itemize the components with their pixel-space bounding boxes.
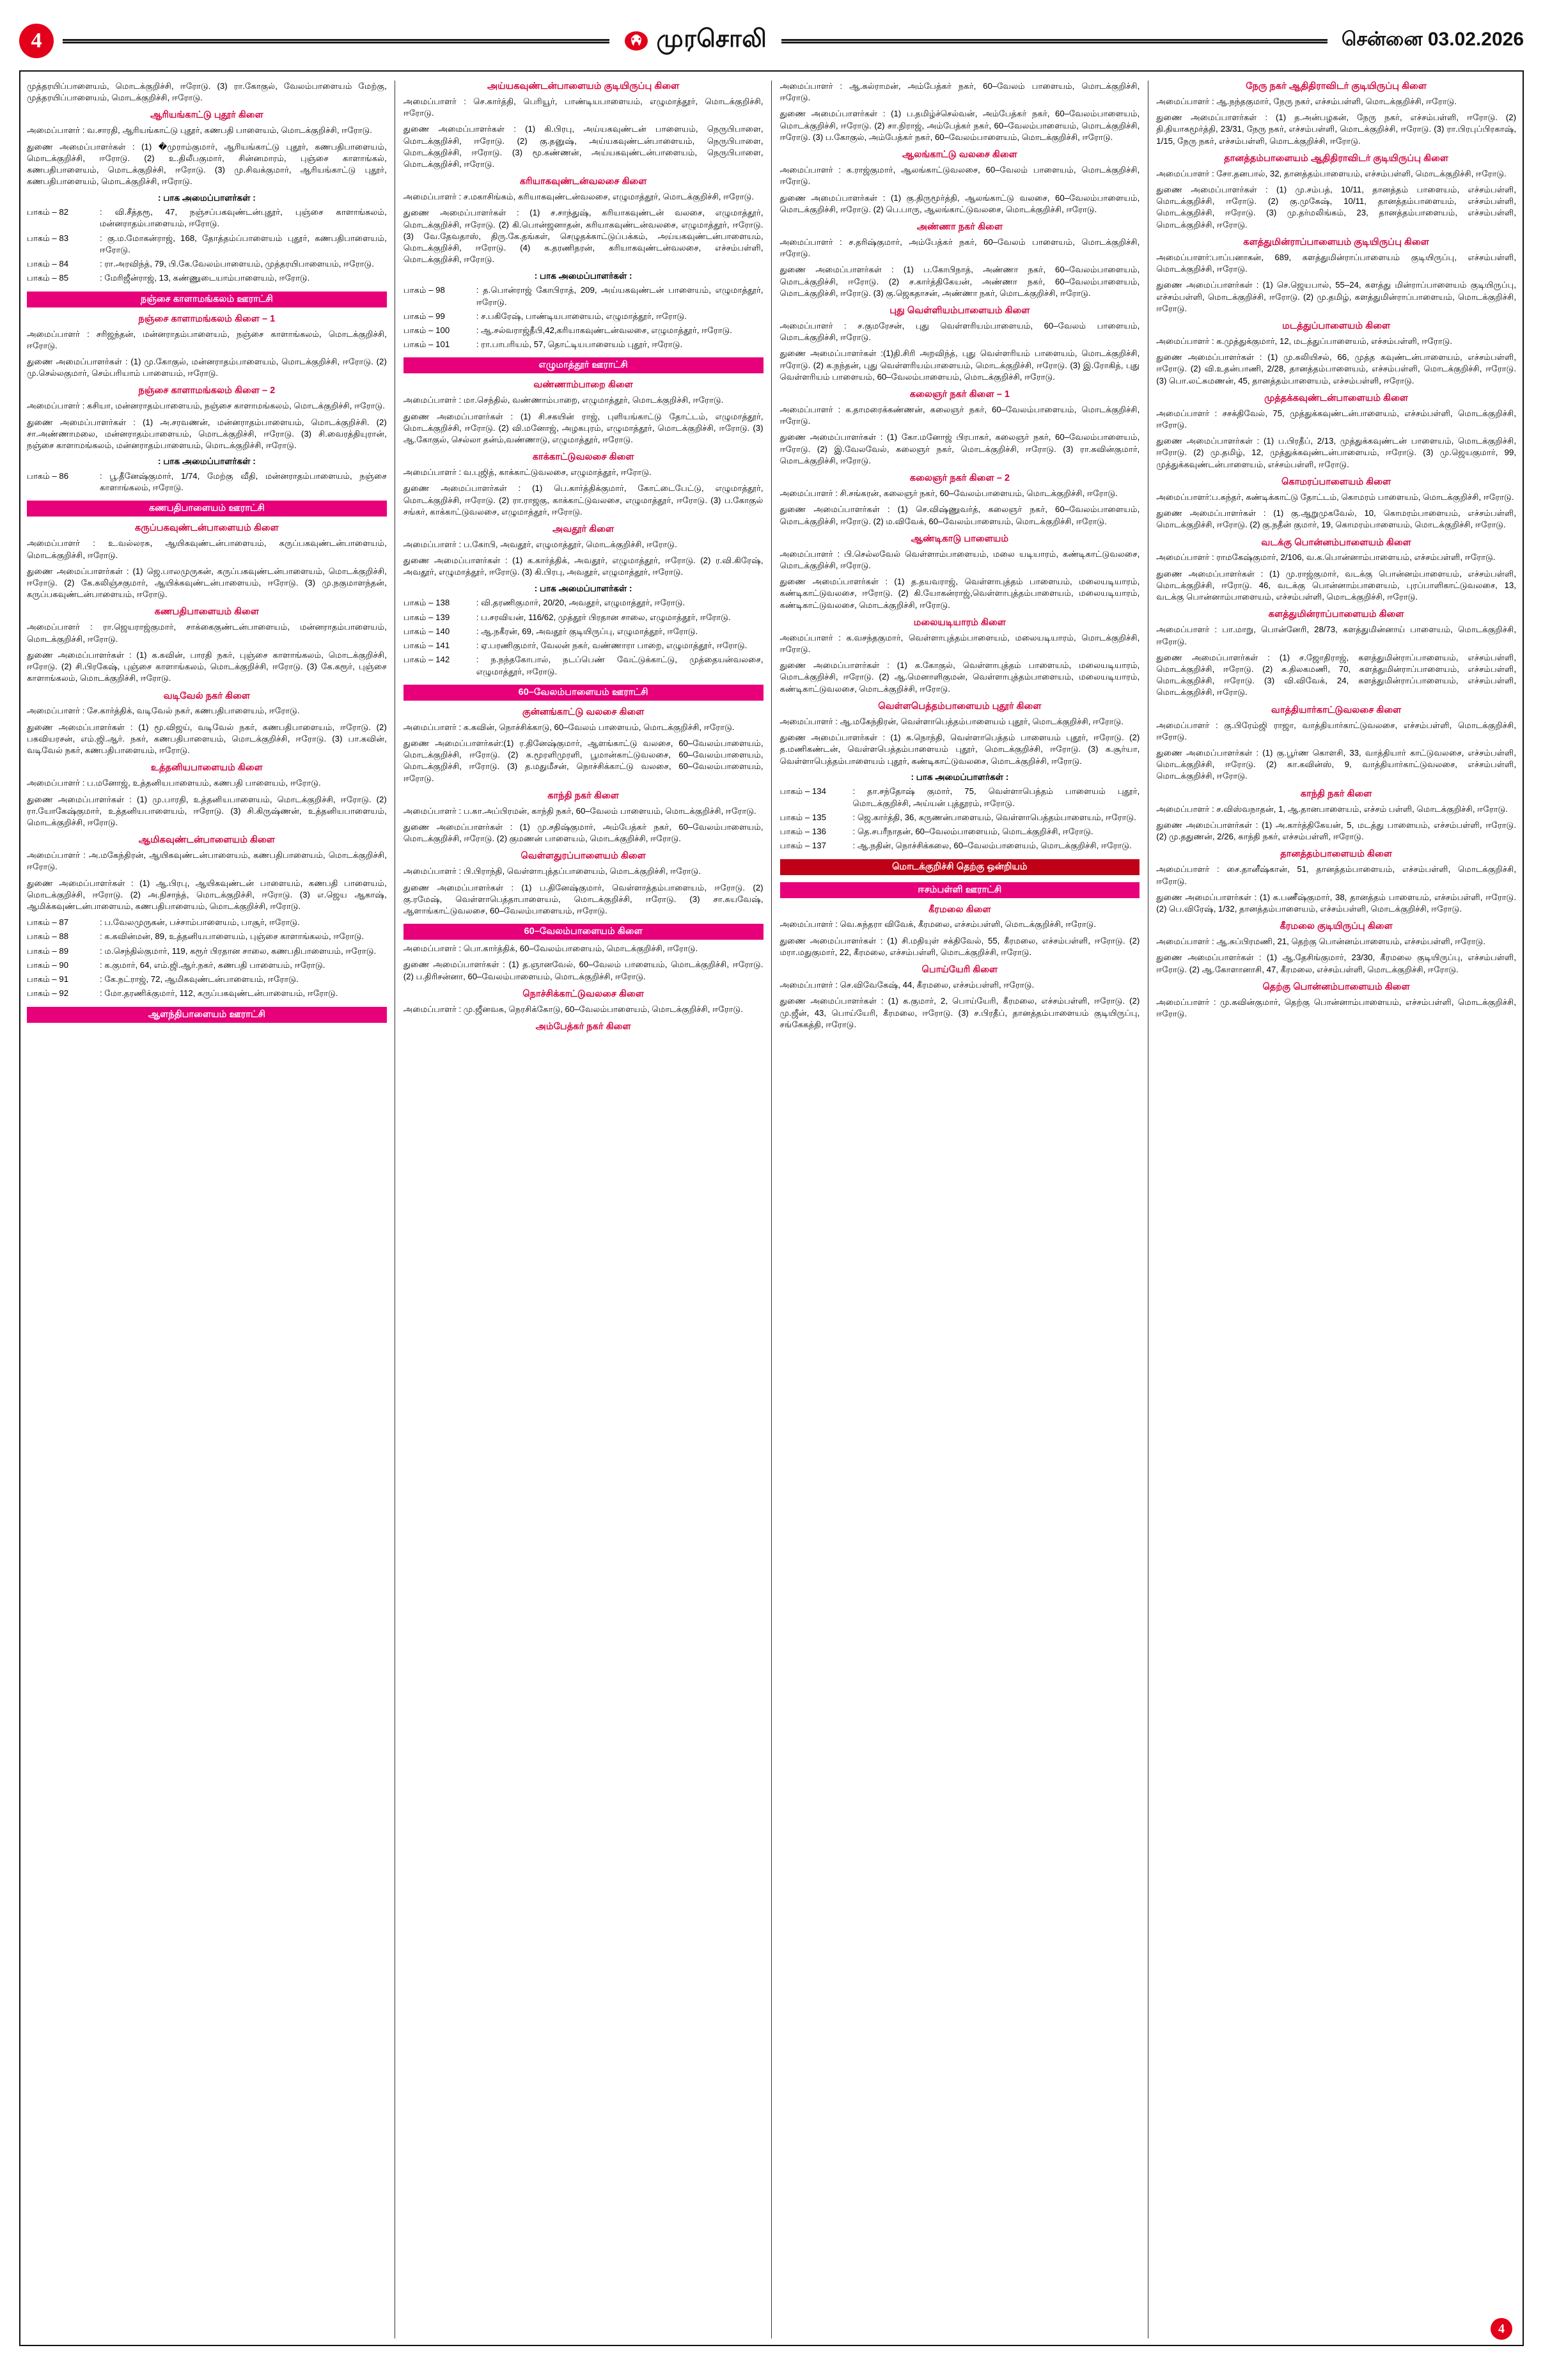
paragraph: அமைப்பாளர் : கு.பிரேம்ஜி ராஜா, வாத்தியார்காட்டுவலசை, எச்சம்பள்ளி, மொடக்குறிச்சி, ஈரோடு. [1156, 720, 1516, 742]
part-organiser-name: : க.கவின்மன், 89, உத்தனியபாளையம், புஞ்சை காளாங்கலம், ஈரோடு. [100, 931, 364, 942]
paragraph: துணை அமைப்பாளர்கள் : (1) க.கவின், பாரதி நகர், புஞ்சை காளாங்கலம், மொடக்குறிச்சி, ஈரோடு. (2) சி.பிரகேஷ், புஞ்சை காளாங்கலம், மொடக்குறிச்சி, ஈரோடு. (3) கே.கரூர், புஞ்சை காளாங்கலம், மொடக்குறிச்சி, ஈரோடு. [27, 649, 387, 683]
branch-heading: வண்ணாம்பாறை கிளை [533, 380, 633, 391]
part-organiser-row [27, 988, 387, 999]
branch-heading: தெற்கு பொன்னம்பாளையம் கிளை [1262, 981, 1410, 992]
part-number: பாகம் – 100 [403, 325, 450, 335]
part-organiser-name: : தெ.சபரீநாதன், 60–வேலம்பாளையம், மொடக்குறிச்சி, ஈரோடு. [852, 827, 1093, 837]
paragraph: துணை அமைப்பாளர்கள் : (1) சி.சகயின் ராஜ், புளியங்காட்டு தோட்டம், எழுமாத்தூர், மொடக்குறிச்சி, ஈரோடு. (2) வி.மனோஜ், அழகபுரம், எழுமாத்தூர், மொடக்குறிச்சி, ஈரோடு. (3) ஆ.கோகுல், செல்லா தன்ம்,வண்ணாடு, எழுமாத்தூர், ஈரோடு. [403, 411, 764, 444]
paragraph: துணை அமைப்பாளர்கள் : (1) அ.கார்த்திகேயன், 5, மடத்து பாளையம், எச்சம்பள்ளி, ஈரோடு. (2) மு.ததுணன், 2/26, காந்தி நகர், எச்சம்பள்ளி, ஈரோடு. [1156, 820, 1516, 842]
branch-heading: அவதூர் கிளை [552, 524, 615, 535]
paragraph: அமைப்பாளர் : கசியா, மன்னராதம்பாளையம், நஞ்சை காளாமங்கலம், மொடக்குறிச்சி, ஈரோடு. [27, 401, 385, 411]
paragraph: அமைப்பாளர் : அ.மகேந்திரன், ஆயிகவுண்டன்பாளையம், கணபதிபாளையம், மொடக்குறிச்சி, ஈரோடு. [27, 850, 387, 872]
article-columns [27, 81, 1516, 2338]
paragraph: அமைப்பாளர் : க.தாமரைக்கண்ணன், கலைஞர் நகர், 60–வேலம்பாளையம், மொடக்குறிச்சி, ஈரோடு. [779, 405, 1140, 426]
section-subheading: : பாக அமைப்பாளர்கள் : [911, 772, 1009, 782]
paragraph: அமைப்பாளர் : சரிஜந்தன், மன்னராதம்பாளையம், நஞ்சை காளாங்கலம், மொடக்குறிச்சி, ஈரோடு. [27, 329, 387, 350]
part-organiser-row [780, 786, 1140, 809]
panchayat-heading: 60–வேலம்பாளையம் ஊராட்சி [403, 685, 764, 701]
paragraph: அமைப்பாளர் : சி.சங்கரன், கலைஞர் நகர், 60–வேலம்பாளையம், மொடக்குறிச்சி, ஈரோடு. [779, 488, 1118, 499]
paragraph: அமைப்பாளர் : ராமகேஷ்குமார், 2/106, வ.க.பொன்னாம்பாளையம், எச்சம்பள்ளி, ஈரோடு. [1156, 552, 1496, 563]
branch-heading: நஞ்சை காளாமங்கலம் கிளை – 1 [138, 313, 276, 324]
paragraph: அமைப்பாளர் : ஆ.நந்தகுமார், நேரு நகர், எச்சம்பள்ளி, மொடக்குறிச்சி, ஈரோடு. [1156, 96, 1457, 106]
part-organiser-name: : வி.தரணிகுமார், 20/20, அவதூர், எழுமாத்தூர், ஈரோடு. [476, 598, 685, 608]
paragraph: அமைப்பாளர் : மு.ஜீனவசு, நெரசிக்கோடு, 60–வேலம்பாளையம், மொடக்குறிச்சி, ஈரோடு. [403, 1004, 743, 1014]
part-organiser-row [27, 974, 387, 985]
branch-heading: காந்தி நகர் கிளை [1300, 788, 1372, 799]
paragraph: அமைப்பாளர் : பி.பிராந்தி, வெள்ளாபுத்தப்பாளையம், மொடக்குறிச்சி, ஈரோடு. [403, 866, 701, 876]
branch-heading: பொய்யேரி கிளை [921, 965, 998, 976]
part-organiser-row [403, 626, 764, 637]
part-organiser-row [780, 826, 1140, 837]
branch-heading: ஆமிகவுண்டன்பாளையம் கிளை [138, 835, 275, 846]
section-subheading: : பாக அமைப்பாளர்கள் : [157, 192, 256, 203]
part-number: பாகம் – 138 [403, 598, 450, 608]
part-organiser-name: : கே.நட்ராஜ், 72, ஆமிகவுண்டன்பாளையம், ஈரோடு. [100, 974, 299, 984]
paragraph: அமைப்பாளர் : ஆ.கல்ராமன், அம்பேத்கர் நகர், 60–வேலம் பாளையம், மொடக்குறிச்சி, ஈரோடு. [779, 81, 1140, 103]
paragraph: அமைப்பாளர் : செ.கார்த்தி, பெரியூர், பாண்டியபாளையம், எழுமாத்தூர், மொடக்குறிச்சி, ஈரோடு. [403, 96, 764, 118]
paragraph: துணை அமைப்பாளர்கள் : (1) மு.பாரதி, உத்தனியபாளையம், மொடக்குறிச்சி, ஈரோடு. (2) ரா.யோகேஷ்குமார், உத்தனியபாளையம், ஈரோடு. (3) சி.கிருஷ்ணன், உத்தனியபாளையம், மொடக்குறிச்சி, ஈரோடு. [27, 794, 387, 827]
part-number: பாகம் – 98 [403, 285, 445, 295]
panchayat-heading: நஞ்சை காளாமங்கலம் ஊராட்சி [27, 292, 387, 307]
branch-heading: நஞ்சை காளாமங்கலம் கிளை – 2 [138, 385, 276, 396]
part-organiser-name: : ஏ.பரணிகுமார், வேலன் நகர், வண்ணாரா பாறை, எழுமாத்தூர், ஈரோடு. [476, 641, 748, 651]
masthead-rule-right [781, 39, 1328, 43]
paragraph: துணை அமைப்பாளர்கள் : (1) மூ.விஜய், வடிவேல் நகர், கணபதிபாளையம், ஈரோடு. (2) பகவியரசன், எம்.ஜி.ஆர். நகர், கணபதிபாளையம், மொடக்குறிச்சி, ஈரோடு. (3) பா.கவின், வடிவேல் நகர், கணபதிபாளையம், ஈரோடு. [27, 722, 387, 756]
branch-heading: வெள்ளபெத்தம்பாளையம் புதூர் கிளை [878, 701, 1042, 712]
part-organiser-row [403, 284, 764, 307]
paragraph: அமைப்பாளர் : சே.கார்த்திக், வடிவேல் நகர், கணபதிபாளையம், ஈரோடு. [27, 706, 300, 716]
paragraph: துணை அமைப்பாளர்கள் : (1) ஜெ.பாலமுருகன், கருப்பகவுண்டன்பாளையம், மொடக்குறிச்சி, ஈரோடு. (2) கே.கலிஞ்சகுமார், ஆயிக்கவுண்டன்பாளையம், ஈரோடு. (3) மு.நகுமாளந்தன், கருப்பகவுண்டன்பாளையம், ஈரோடு. [27, 566, 387, 600]
part-organiser-name: : ஆ.சல்வராஜ்தீபி,42,கரியாகவுண்டன்வலசை, எழுமாத்தூர், ஈரோடு. [476, 325, 732, 335]
paragraph: அமைப்பாளர் : ச.விஸ்வநாதன், 1, ஆ.தானபாளையம், எச்சம் பள்ளி, மொடக்குறிச்சி, ஈரோடு. [1156, 804, 1508, 814]
paragraph: அமைப்பாளர் : ஆ.மகேந்திரன், வெள்ளாபெத்தம்பாளையம் புதூர், மொடக்குறிச்சி, ஈரோடு. [779, 716, 1124, 726]
paragraph: துணை அமைப்பாளர்கள் : (1) பெ.கார்த்திக்குமார், கோட்டைபேட்டு, எழுமாத்தூர், மொடக்குறிச்சி, ஈரோடு. (2) ரா.ராஜகு, காக்காட்டுவலசை, எழுமாத்தூர், ஈரோடு. (3) ப.கோகுல் சங்கர், காக்காட்டுவலசை, எழுமாத்தூர், ஈரோடு. [403, 483, 764, 517]
paragraph: அமைப்பாளர் : சசக்திவேல், 75, முத்துக்கவுண்டன்பாளையம், எச்சம்பள்ளி, மொடக்குறிச்சி, ஈரோடு. [1156, 408, 1516, 430]
part-number: பாகம் – 140 [403, 626, 450, 636]
paragraph: அமைப்பாளர் : வ.சாரதி, ஆரியங்காட்டு புதூர், கணபதி பாளையம், மொடக்குறிச்சி, ஈரோடு. [27, 125, 372, 136]
paragraph: அமைப்பாளர் : பி.செல்லவேல் வெள்ளாம்பாளையம், மலை யடியாரம், கண்டிகாட்டுவலசை, மொடக்குறிச்சி, ஈரோடு. [779, 548, 1140, 570]
part-organiser-name: : வி.சீத்தரூ, 47, நஞ்சப்பகவுண்டன்புதூர், புஞ்சை காளாங்கலம், மன்னராதம்பாளையம், ஈரோடு. [100, 207, 387, 229]
part-organiser-name: : ந.நந்தகோபால், நடப்பெண் வேட்டுக்காட்டு, முத்தையன்வலசை, எழுமாத்தூர், ஈரோடு. [476, 655, 764, 676]
part-organiser-row [403, 325, 764, 336]
branch-heading: உத்தனியபாளையம் கிளை [150, 763, 263, 774]
part-number: பாகம் – 87 [27, 917, 69, 928]
part-organiser-row [27, 272, 387, 284]
branch-heading: களத்துமின்ராப்பாளையம் கிளை [1268, 609, 1404, 620]
paragraph: துணை அமைப்பாளர்கள் : (1) ப.தமிழ்ச்செல்வன், அம்பேத்கர் நகர், 60–வேலம்பாளையம், மொடக்குறிச்சி, ஈரோடு. (2) சா.நிராஜ், அம்பேத்கர் நகர், 60–வேலம்பாளையம், மொடக்குறிச்சி, ஈரோடு. (3) ப.கோகுல், அம்பேத்கர் நகர், 60–வேலம்பாளையம், மொடக்குறிச்சி, ஈரோடு. [779, 109, 1140, 142]
branch-heading: கீரமலை குடியிருப்பு கிளை [1280, 921, 1393, 932]
branch-heading: வடக்கு பொன்னம்பாளையம் கிளை [1261, 537, 1411, 548]
branch-heading: கணபதிபாளையம் கிளை [154, 607, 260, 618]
section-subheading: : பாக அமைப்பாளர்கள் : [534, 270, 632, 281]
part-number: பாகம் – 82 [27, 207, 69, 217]
part-number: பாகம் – 139 [403, 612, 450, 622]
edition-date: சென்னை 03.02.2026 [1342, 29, 1524, 50]
paragraph: துணை அமைப்பாளர்கள் :(1)தி.சிரி அறவிந்த், புது வெள்ளரியம் பாளையம், மொடக்குறிச்சி, ஈரோடு. (2) க.நந்தன், புது வெள்ளரியம்பாளையம், மொடக்குறிச்சி, ஈரோடு. (3) இ.ரோகித், புது வெள்ளரியம் பாளையம், 60–வேலம்பாளையம், மொடக்குறிச்சி, ஈரோடு. [779, 348, 1140, 382]
part-organiser-name: : த.பொன்ராஜ் கோபிராத், 209, அய்யகவுண்டன் பாளையம், எழுமாத்தூர், ஈரோடு. [476, 285, 764, 307]
paragraph: துணை அமைப்பாளர்கள் : (1) கு.பூர்ண கொளசி, 33, வாத்தியார் காட்டுவலசை, எச்சம்பள்ளி, மொடக்குறிச்சி, ஈரோடு. (2) கா.கவின்ஸ், 9, வாத்தியார்காட்டுவலசை, எச்சம்பள்ளி, மொடக்குறிச்சி, ஈரோடு. [1156, 748, 1516, 781]
paragraph: அமைப்பாளர் : சை.தானீஷ்கான், 51, தானத்தம்பாளையம், எச்சம்பள்ளி, மொடக்குறிச்சி, ஈரோடு. [1156, 864, 1516, 886]
paragraph: துணை அமைப்பாளர்கள் : (1) த.அன்பழகன், நேரு நகர், எச்சம்பள்ளி, ஈரோடு. (2) தி.தியாகமூர்த்தி, 23/31, நேரு நகர், எச்சம்பள்ளி, மொடக்குறிச்சி, ஈரோடு. (3) ரா.பிரபுப்பிரகாஷ், 1/15, நேரு நகர், எச்சம்பள்ளி, மொடக்குறிச்சி, ஈரோடு. [1156, 113, 1516, 146]
branch-heading: காந்தி நகர் கிளை [547, 790, 619, 801]
branch-heading: தானத்தம்பாளையம் கிளை [1280, 849, 1392, 860]
branch-heading: கரியாகவுண்டன்வலசை கிளை [519, 176, 647, 187]
paragraph: அமைப்பாளர் : மா.செந்தில், வண்ணாம்பாறை, எழுமாத்தூர், மொடக்குறிச்சி, ஈரோடு. [403, 395, 724, 405]
part-number: பாகம் – 136 [779, 827, 826, 837]
paragraph: முத்தரயிப்பாளையம், மொடக்குறிச்சி, ஈரோடு. (3) ரா.கோகுல், வேலம்பாளையம் மேற்கு, முத்தரயிப்பாளையம், மொடக்குறிச்சி, ஈரோடு. [27, 81, 387, 103]
footer-page-number: 4 [1491, 2318, 1512, 2340]
paragraph: துணை அமைப்பாளர்கள் : (1) த.தயவராஜ், வெள்ளாபுத்தம் பாளையம், மலையடியாரம், கண்டிகாட்டுவலசை, ஈரோடு. (2) கி.யோகன்ராஜ்,வெள்ளாபுத்தம்பாளையம், மலையடியாரம், கண்டிகாட்டுவலசை, மொடக்குறிச்சி, ஈரோடு. [779, 577, 1140, 610]
part-organiser-row [403, 311, 764, 322]
paragraph: அமைப்பாளர் : ரா.ஜெயராஜ்குமார், சாக்கைகுண்டன்பாளையம், மன்னராதம்பாளையம், மொடக்குறிச்சி, ஈரோடு. [27, 622, 387, 644]
paragraph: அமைப்பாளர் : பா.மாறு, பொன்னேரி, 28/73, களத்துமின்னாய் பாளையம், மொடக்குறிச்சி, ஈரோடு. [1156, 625, 1516, 646]
part-organiser-row [403, 654, 764, 677]
part-organiser-row [27, 917, 387, 928]
branch-heading: தானத்தம்பாளையம் ஆதிதிராவிடர் குடியிருப்பு கிளை [1224, 153, 1449, 164]
paragraph: துணை அமைப்பாளர்கள் : (1) செ.ஜெயபால், 55–24, களத்து மின்ராப்பாளையம் குடியிருப்பு, எச்சம்பள்ளி, மொடக்குறிச்சி, ஈரோடு. (2) மு.தமிழ், களத்துமின்ராப்பாளையம், மொடக்குறிச்சி, ஈரோடு. [1156, 280, 1516, 313]
part-organiser-name: : மோ.தரணிக்குமார், 112, கருப்பகவுண்டன்பாளையம், ஈரோடு. [100, 988, 338, 999]
branch-heading: அம்பேத்கர் நகர் கிளை [535, 1022, 631, 1032]
paragraph: துணை அமைப்பாளர்கள் : (1) கோ.மனோஜ் பிரபாகர், கலைஞர் நகர், 60–வேலம்பாளையம், ஈரோடு. (2) இ.வேலவேல், கலைஞர் நகர், மொடக்குறிச்சி, ஈரோடு. (3) ரா.கவின்குமார், மொடக்குறிச்சி, ஈரோடு. [779, 432, 1140, 465]
branch-heading: புது வெள்ளியம்பாளையம் கிளை [889, 306, 1030, 316]
panchayat-heading: கணபதிபாளையம் ஊராட்சி [27, 501, 387, 517]
part-number: பாகம் – 86 [27, 471, 69, 481]
page-number-badge: 4 [19, 24, 54, 58]
part-organiser-name: : ரா.பாபரியம், 57, தொட்டியபாளையம் புதூர், ஈரோடு. [476, 339, 683, 350]
paragraph: துணை அமைப்பாளர்கள் : (1) செ.விஷ்ணுவர்த், கலைஞர் நகர், 60–வேலம்பாளையம், மொடக்குறிச்சி, ஈரோடு. (2) ம.விவேக், 60–வேலம்பாளையம், மொடக்குறிச்சி, ஈரோடு. [779, 504, 1140, 526]
paragraph: அமைப்பாளர் : ஆ.சுப்பிரமணி, 21, தெற்கு பொன்னம்பாளையம், எச்சம்பள்ளி, ஈரோடு. [1156, 937, 1485, 947]
paragraph: அமைப்பாளர் : ப.மனோஜ், உத்தனியபாளையம், கணபதி பாளையம், ஈரோடு. [27, 778, 321, 788]
elephant-emblem-icon [623, 30, 649, 52]
part-organiser-name: : ச.பகிரேஷ், பாண்டியபாளையம், எழுமாத்தூர், ஈரோடு. [476, 311, 687, 321]
paragraph: துணை அமைப்பாளர்கள் : (1) ஆ.பிரபு, ஆயிகவுண்டன் பாளையம், கணபதி பாளையம், மொடக்குறிச்சி, ஈரோடு. (2) அ.நிசாந்த், மொடக்குறிச்சி, ஈரோடு. (3) எ.ஜெய ஆகாஷ், ஆமிக்கவுண்டன்பாளையம், கணபதிபாளையம், மொடக்குறிச்சி, ஈரோடு. [27, 878, 387, 912]
paragraph: துணை அமைப்பாளர்கள் : (1) மு.ராஜ்குமார், வடக்கு பொன்னம்பாளையம், எச்சம்பள்ளி, மொடக்குறிச்சி, ஈரோடு. 46, வடக்கு பொன்னாம்பாளையம், புரப்பாளிகாட்டுவலசை, 13, வடக்கு பொன்னாம்பாளையம், எச்சம்பள்ளி, மொடக்குறிச்சி, ஈரோடு. [1156, 568, 1516, 602]
part-organiser-name: : ஆ.நகீரன், 69, அவதூர் குடியிருப்பு, எழுமாத்தூர், ஈரோடு. [476, 626, 698, 636]
part-number: பாகம் – 141 [403, 641, 450, 651]
paragraph: துணை அமைப்பாளர்கள் : (1) ப.தினேஷ்குமார், வெள்ளாத்தம்பாளையம், ஈரோடு. (2) கு.ரமேஷ், வெள்ளாபெத்தாபாளையம், மொடக்குறிச்சி, ஈரோடு. (3) சா.கயவேஷ், ஆளாங்காட்டுவலசை, 60–வேலம்பாளையம், ஈரோடு. [403, 882, 764, 916]
paragraph: அமைப்பாளர்:ப.சுந்தர், கண்டிக்காட்டு தோட்டம், கொமரம் பாளையம், மொடக்குறிச்சி, ஈரோடு. [1156, 492, 1514, 502]
branch-heading: காக்காட்டுவலசை கிளை [532, 452, 634, 463]
masthead-rule-left [63, 39, 609, 43]
branch-heading: குன்னங்காட்டு வலசை கிளை [522, 706, 645, 717]
branch-heading: நொச்சிக்காட்டுவலசை கிளை [522, 988, 644, 999]
section-subheading: : பாக அமைப்பாளர்கள் : [534, 583, 632, 593]
part-organiser-row [780, 812, 1140, 823]
paragraph: துணை அமைப்பாளர்கள் : (1) �முராம்குமார், ஆரியங்காட்டு புதூர், கணபதிபாளையம், மொடக்குறிச்சி, ஈரோடு. (2) உ.திலீபகுமார், சின்னமாரம், புஞ்சை காளாங்கல், கணபதிபாளையம், மொடக்குறிச்சி, ஈரோடு. (3) மு.சிவக்குமார், ஆரியங்காட்டு புதூர், கணபதிபாளையம், மொடக்குறிச்சி, ஈரோடு. [27, 141, 387, 187]
part-number: பாகம் – 84 [27, 259, 69, 269]
paragraph: துணை அமைப்பாளர்கள் : (1) அ.சரவணன், மன்னராதம்பாளையம், மொடக்குறிச்சி. (2) சா.அண்ணாமலை, மன்னராதம்பாளையம், மொடக்குறிச்சி, ஈரோடு. (3) சி.வைரத்தியுரான், நஞ்சை காளாமங்கலம், மன்னராதம்பாளையம், மொடக்குறிச்சி, ஈரோடு. [27, 417, 387, 450]
part-organiser-row [27, 206, 387, 229]
part-organiser-name: : ம.செந்தில்குமார், 119, கரூர் பிரதான சாலை, கணபதிபாளையம், ஈரோடு. [100, 945, 377, 956]
part-organiser-name: : ரா.அரவிந்த், 79, பி.கே.வேலம்பாளையம், முத்தரயிபாளையம், ஈரோடு. [100, 259, 374, 269]
part-organiser-name: : பூ.தீனேஷ்குமார், 1/74, மேற்கு வீதி, மன்னராதம்பாளையம், நஞ்சை காளாங்கலம், ஈரோடு. [100, 471, 387, 493]
content-frame [19, 70, 1524, 2346]
paragraph: அமைப்பாளர் : செ.விவேகேஷ், 44, கீரமலை, எச்சம்பள்ளி, ஈரோடு. [779, 980, 1035, 990]
branch-heading: ஆண்டிகாடு பாளையம் [911, 533, 1009, 544]
part-organiser-name: : தா.சந்தோஷ் குமார், 75, வெள்ளாபெத்தம் பாளையம் புதூர், மொடக்குறிச்சி, அய்யன் புத்தூரம், ஈரோடு. [852, 786, 1140, 808]
paragraph: துணை அமைப்பாளர்கள் : (1) க.குமார், 2, பொய்யேரி, கீரமலை, எச்சம்பள்ளி, ஈரோடு. (2) மு.ஜீன், 43, பொய்யேரி, கீரமலை, ஈரோடு. (3) ச.பிரதீப், தானத்தம்பாளையம் குடியிருப்பு, சங்கேகத்தி, ஈரோடு. [779, 996, 1140, 1029]
part-organiser-row [27, 258, 387, 270]
branch-heading: நேரு நகர் ஆதிதிராவிடர் குடியிருப்பு கிளை [1246, 81, 1427, 91]
paragraph: அமைப்பாளர் : ச.மகாசிங்கம், கரியாகவுண்டன்வலசை, எழுமாத்தூர், மொடக்குறிச்சி, ஈரோடு. [403, 192, 754, 202]
paragraph: அமைப்பாளர் : உ.வல்லரசு, ஆயிகவுண்டன்பாளையம், கருப்பகவுண்டன்பாளையம், மொடக்குறிச்சி, ஈரோடு. [27, 538, 387, 560]
part-organiser-row [403, 612, 764, 623]
paragraph: அமைப்பாளர் : க.ராஜ்குமார், ஆலங்காட்டுவலசை, 60–வேலம் பாளையம், மொடக்குறிச்சி, ஈரோடு. [779, 165, 1140, 187]
panchayat-heading: 60–வேலம்பாளையம் கிளை [403, 924, 764, 940]
part-number: பாகம் – 89 [27, 945, 69, 956]
part-number: பாகம் – 137 [779, 841, 826, 851]
paragraph: துணை அமைப்பாளர்கள் : (1) க.பணீஷ்குமார், 38, தானத்தம் பாளையம், எச்சம்பள்ளி, ஈரோடு. (2) பெ.விரேஷ், 1/32, தானத்தம்பாளையம், எச்சம்பள்ளி, மொடக்குறிச்சி, ஈரோடு. [1156, 892, 1516, 914]
paragraph: அமைப்பாளர் : சோ.தனபால், 32, தானத்தம்பாளையம், எச்சம்பள்ளி, மொடக்குறிச்சி, ஈரோடு. [1156, 168, 1507, 178]
paragraph: துணை அமைப்பாளர்கள் : (1) மு.சம்பத், 10/11, தானத்தம் பாளையம், எச்சம்பள்ளி, மொடக்குறிச்சி, ஈரோடு. (2) கு.முகேஷ், 10/11, தானத்தம்பாளையம், எச்சம்பள்ளி, மொடக்குறிச்சி, ஈரோடு. (3) மு.தர்மலிங்கம், 23, தானத்தம்பாளையம், எச்சம்பள்ளி, மொடக்குறிச்சி, ஈரோடு. [1156, 185, 1516, 229]
part-organiser-name: : க.குமார், 64, எம்.ஜி.ஆர்.நகர், கணபதி பாளையம், ஈரோடு. [100, 960, 325, 970]
paragraph: துணை அமைப்பாளர்கள் : (1) கு.ஆறுமுகவேல், 10, கொமரம்பாளையம், எச்சம்பள்ளி, மொடக்குறிச்சி, ஈரோடு. (2) கு.நதீன் குமார், 19, கொமரம்பாளையம், மொடக்குறிச்சி, ஈரோடு. [1156, 508, 1516, 530]
branch-heading: வாத்தியார்காட்டுவலசை கிளை [1271, 704, 1402, 715]
part-organiser-row [27, 960, 387, 971]
part-number: பாகம் – 91 [27, 974, 69, 984]
part-organiser-row [403, 597, 764, 609]
part-number: பாகம் – 101 [403, 339, 450, 350]
part-number: பாகம் – 142 [403, 655, 450, 665]
part-organiser-name: : மேரிஜீன்ராஜ், 13, கண்ணுடையாம்பாளையம், ஈரோடு. [100, 273, 310, 283]
paragraph: அமைப்பாளர் : க.முத்துக்குமார், 12, மடத்துப்பாளையம், எச்சம்பள்ளி, ஈரோடு. [1156, 336, 1453, 346]
part-number: பாகம் – 90 [27, 960, 69, 970]
branch-heading: வடிவேல் நகர் கிளை [163, 690, 251, 701]
part-number: பாகம் – 134 [779, 786, 826, 797]
paragraph: அமைப்பாளர் : ச.குமரேசன், புது வெள்ளரியம்பாளையம், 60–வேலம் பாளையம், மொடக்குறிச்சி, ஈரோடு. [779, 320, 1140, 343]
part-organiser-row [27, 471, 387, 494]
part-organiser-name: : ஜெ.கார்த்தி, 36, கருணன்பாளையம், வெள்ளாபெத்தம்பாளையம், ஈரோடு. [852, 812, 1136, 822]
branch-heading: அண்ணா நகர் கிளை [916, 221, 1003, 232]
part-organiser-row [27, 233, 387, 256]
part-organiser-name: : ஆ.நதின், நொச்சிக்கலை, 60–வேலம்பாளையம், மொடக்குறிச்சி, ஈரோடு. [852, 841, 1132, 851]
paper-name: முரசொலி [656, 26, 767, 52]
paragraph: அமைப்பாளர் : ச.தரிஷ்குமார், அம்பேத்கர் நகர், 60–வேலம் பாளையம், மொடக்குறிச்சி, ஈரோடு. [779, 237, 1140, 259]
part-organiser-row [403, 339, 764, 350]
paragraph: துணை அமைப்பாளர்கள் : (1) க.கோகுல், வெள்ளாபுத்தம் பாளையம், மலையடியாரம், மொடக்குறிச்சி, ஈரோடு. (2) ஆ.மெனாளிகுமன், வெள்ளாபுத்தம்பாளையம், மலையடியாரம், கண்டிகாட்டுவலசை, மொடக்குறிச்சி, ஈரோடு. [779, 660, 1140, 694]
paragraph: அமைப்பாளர் : ப.கா.அப்பிரமன், காந்தி நகர், 60–வேலம் பாளையம், மொடக்குறிச்சி, ஈரோடு. [403, 805, 756, 816]
panchayat-heading: ஈசம்பள்ளி ஊராட்சி [780, 882, 1140, 898]
paragraph: துணை அமைப்பாளர்கள் : (1) மு.சதிஷ்குமார், அம்பேத்கர் நகர், 60–வேலம்பாளையம், மொடக்குறிச்சி, ஈரோடு. (2) குமணன் பாளையம், மொடக்குறிச்சி, ஈரோடு. [403, 821, 764, 844]
part-organiser-row [780, 840, 1140, 852]
branch-heading: கொமரப்பாளையம் கிளை [1281, 476, 1391, 487]
branch-heading: மடத்துப்பாளையம் கிளை [1282, 320, 1391, 331]
part-organiser-row [27, 945, 387, 957]
paragraph: அமைப்பாளர் : ப.கோபி, அவதூர், எழுமாத்தூர், மொடக்குறிச்சி, ஈரோடு. [403, 540, 677, 550]
masthead [19, 18, 1524, 64]
paragraph: துணை அமைப்பாளர்கள் : (1) க.கார்த்திக், அவதூர், எழுமாத்தூர், ஈரோடு. (2) ர.வி.கிரேஷ், அவதூர், எழுமாத்தூர், ஈரோடு. (3) கி.பிரபு, அவதூர், எழுமாத்தூர், ஈரோடு. [403, 556, 764, 577]
part-number: பாகம் – 83 [27, 233, 69, 243]
paragraph: அமைப்பாளர் : வெ.சுந்தரா விவேக், கீரமலை, எச்சம்பள்ளி, மொடக்குறிச்சி, ஈரோடு. [779, 919, 1097, 929]
branch-heading: ஆரியங்காட்டு புதூர் கிளை [150, 110, 263, 121]
branch-heading: முத்தக்கவுண்டன்பாளையம் கிளை [1264, 393, 1409, 403]
paragraph: அமைப்பாளர் : க.வசந்தகுமார், வெள்ளாபுத்தம்பாளையம், மலையடியாரம், மொடக்குறிச்சி, ஈரோடு. [779, 632, 1140, 654]
paragraph: அமைப்பாளர்:பாப்பனாகன், 689, களத்துமின்ராப்பாளையம் குடியிருப்பு, எச்சம்பள்ளி, மொடக்குறிச்சி, ஈரோடு. [1156, 252, 1516, 274]
masthead-title [609, 26, 781, 56]
branch-heading: கலைஞர் நகர் கிளை – 1 [909, 389, 1010, 400]
panchayat-heading: ஆளந்திபாளையம் ஊராட்சி [27, 1007, 387, 1023]
branch-heading: வெள்ளதுரப்பாளையம் கிளை [521, 851, 646, 862]
part-organiser-row [27, 931, 387, 942]
branch-heading: கருப்பகவுண்டன்பாளையம் கிளை [134, 523, 279, 534]
branch-heading: கலைஞர் நகர் கிளை – 2 [909, 473, 1010, 484]
paragraph: துணை அமைப்பாளர்கள் : (1) ஆ.தேசிங்குமார், 23/30, கீரமலை குடியிருப்பு, எச்சம்பள்ளி, ஈரோடு. (2) ஆ.கோளானாசி, 47, கீரமலை, எச்சம்பள்ளி, மொடக்குறிச்சி, ஈரோடு. [1156, 953, 1516, 974]
branch-heading: மலையடியாரம் கிளை [913, 617, 1006, 628]
section-subheading: : பாக அமைப்பாளர்கள் : [157, 456, 256, 467]
paragraph: துணை அமைப்பாளர்கள் : (1) த.ஞானவேல், 60–வேலம் பாளையம், மொடக்குறிச்சி, ஈரோடு. (2) ப.திரிசன்னா, 60–வேலம்பாளையம், மொடக்குறிச்சி, ஈரோடு. [403, 960, 764, 981]
part-number: பாகம் – 85 [27, 273, 69, 283]
branch-heading: ஆலங்காட்டு வலசை கிளை [902, 150, 1017, 160]
part-organiser-name: : ப.வேலமுருகன், பச்சாம்பாளையம், பாசூர், ஈரோடு. [100, 917, 300, 928]
branch-heading: கீரமலை கிளை [928, 904, 991, 915]
paragraph: துணை அமைப்பாளர்கள் : (1) ச.ஜோதிராஜ், களத்துமின்ராப்பாளையம், எச்சம்பள்ளி, மொடக்குறிச்சி, ஈரோடு. (2) சு.திலகமணி, 70, களத்துமின்ராப்பாளையம், எச்சம்பள்ளி, மொடக்குறிச்சி, ஈரோடு. (3) வி.விவேக், 24, களத்துமின்ராப்பாளையம், எச்சம்பள்ளி, மொடக்குறிச்சி, ஈரோடு. [1156, 652, 1516, 697]
paragraph: துணை அமைப்பாளர்கள் : (1) கு.திருமூர்த்தி, ஆலங்காட்டு வலசை, 60–வேலம்பாளையம், மொடக்குறிச்சி, ஈரோடு. (2) பெ.பாரு, ஆலங்காட்டுவலசை, மொடக்குறிச்சி, ஈரோடு. [779, 192, 1140, 214]
part-number: பாகம் – 88 [27, 931, 69, 942]
part-organiser-row [403, 640, 764, 651]
paragraph: துணை அமைப்பாளர்கள் : (1) மு.கோகுல், மன்னராதம்பாளையம், மொடக்குறிச்சி, ஈரோடு. (2) மு.செல்லகுமார், செம்பரியாம் பாளையம், ஈரோடு. [27, 356, 387, 378]
paragraph: துணை அமைப்பாளர்கள் : (1) ப.பிரதீப், 2/13, முத்துக்கவுண்டன் பாளையம், மொடக்குறிச்சி, ஈரோடு. (2) மு.தமிழ், 12, முத்துக்கவுண்டன்பாளையம், ஈரோடு. (3) மு.ஜெயகுமார், 99, முத்துக்கவுண்டன்பாளையம், எச்சம்பள்ளி, ஈரோடு. [1156, 436, 1516, 469]
union-heading: மொடக்குறிச்சி தெற்கு ஒன்றியம் [780, 859, 1140, 875]
paragraph: அமைப்பாளர் : மு.கவின்குமார், தெற்கு பொன்னாம்பாளையம், எச்சம்பள்ளி, மொடக்குறிச்சி, ஈரோடு. [1156, 997, 1516, 1018]
paragraph: துணை அமைப்பாளர்கள் : (1) ச.சாந்துஷ், கரியாகவுண்டன் வலசை, எழுமாத்தூர், மொடக்குறிச்சி, ஈரோடு. (2) கி.பொன்ஜனாதன், கரியாகவுண்டன்வலசை, எழுமாத்தூர், ஈரோடு. (3) வே.தேவதாஸ், திரு.கே.தங்கள், செழுதக்காட்டுப்பக்கம், அய்யகவுண்டன்பாளையம், மொடக்குறிச்சி, ஈரோடு. (4) க.தரணிதரன், கரியாகவுண்டன்வலசை, எச்சம்பள்ளி, மொடக்குறிச்சி, ஈரோடு. [403, 208, 764, 265]
branch-heading: களத்துமின்ராப்பாளையம் குடியிருப்பு கிளை [1243, 237, 1429, 247]
paragraph: அமைப்பாளர் : வ.புஜித், காக்காட்டுவலசை, எழுமாத்தூர், ஈரோடு. [403, 467, 652, 478]
paragraph: துணை அமைப்பாளர்கள் : (1) க.நொந்தி, வெள்ளாபெத்தம் பாளையம் புதூர், ஈரோடு. (2) த.மணிகண்டன், வெள்ளபெத்தம்பாளையம் புதூர், மொடக்குறிச்சி, ஈரோடு. (3) க.சூர்யா, வெள்ளாபெத்தம்பாளையம் புதூர், கண்டிகாட்டுவலசை, மொடக்குறிச்சி, ஈரோடு. [779, 733, 1140, 766]
part-organiser-name: : கு.ம.மோகன்ராஜ், 168, தோத்தம்ப்பாளையம் புதூர், கணபதிபாளையம், ஈரோடு. [100, 233, 387, 254]
part-number: பாகம் – 135 [779, 812, 826, 822]
paragraph: துணை அமைப்பாளர்கள் : (1) ப.கோபிநாத், அண்ணா நகர், 60–வேலம்பாளையம், மொடக்குறிச்சி, ஈரோடு. (2) ச.கார்த்திகேயன், அண்ணா நகர், 60–வேலம்பாளையம், மொடக்குறிச்சி, ஈரோடு. (3) கு.ஜெகதாசன், அண்ணா நகர், மொடக்குறிச்சி, ஈரோடு. [779, 265, 1140, 298]
paragraph: துணை அமைப்பாளர்கள் : (1) கி.பிரபு, அய்யகவுண்டன் பாளையம், நெருபிபாளை, மொடக்குறிச்சி, ஈரோடு. (2) கு.தனுஷ், அய்யகவுண்டன்பாளையம், நெருபிபாளை, மொடக்குறிச்சி, ஈரோடு. (3) மூ.கண்ணன், அய்யகவுண்டன்பாளையம், நெருபிபாளை, மொடக்குறிச்சி, ஈரோடு. [403, 124, 764, 169]
paragraph: அமைப்பாளர் : பொ.கார்த்திக், 60–வேலம்பாளையம், மொடக்குறிச்சி, ஈரோடு. [403, 944, 698, 954]
paragraph: துணை அமைப்பாளர்கள் : (1) சி.மதியுள் சக்திவேல், 55, கீரமலை, எச்சம்பள்ளி, ஈரோடு. (2) மரா.மதுகுமார், 22, கீரமலை, எச்சம்பள்ளி, மொடக்குறிச்சி, ஈரோடு. [779, 935, 1140, 957]
part-number: பாகம் – 92 [27, 988, 69, 999]
panchayat-heading: எழுமாத்தூர் ஊராட்சி [403, 357, 764, 373]
branch-heading: அய்யகவுண்டன்பாளையம் குடியிருப்பு கிளை [487, 81, 680, 91]
paragraph: அமைப்பாளர் : க.கவின், நொச்சிக்காடு, 60–வேலம் பாளையம், மொடக்குறிச்சி, ஈரோடு. [403, 722, 735, 732]
part-number: பாகம் – 99 [403, 311, 445, 321]
paragraph: துணை அமைப்பாளர்கள்:(1) ர.தினேஷ்குமார், ஆளங்காட்டு வலசை, 60–வேலம்பாளையம், மொடக்குறிச்சி, ஈரோடு. (2) க.மூரளிமுரளி, பூமான்காட்டுவலசை, 60–வேலம்பாளையம், மொடக்குறிச்சி, ஈரோடு. (3) த.மதுமீசன், நொச்சிக்காட்டு வலசை, 60–வேலம்பாளையம், ஈரோடு. [403, 738, 764, 783]
paragraph: துணை அமைப்பாளர்கள் : (1) மு.கலியிசல், 66, முத்த கவுண்டன்பாளையம், எச்சம்பள்ளி, ஈரோடு. (2) வி.உதன்பாணி, 2/28, தானத்தம்பாளையம், எச்சம்பள்ளி, மொடக்குறிச்சி, ஈரோடு. (3) பொ.லட்சுமணன், 45, தானத்தம்பாளையம், எச்சம்பள்ளி, ஈரோடு. [1156, 352, 1516, 385]
part-organiser-name: : ப.சரவியன், 116/62, முத்தூர் பிரதான சாலை, எழுமாத்தூர், ஈரோடு. [476, 612, 731, 622]
